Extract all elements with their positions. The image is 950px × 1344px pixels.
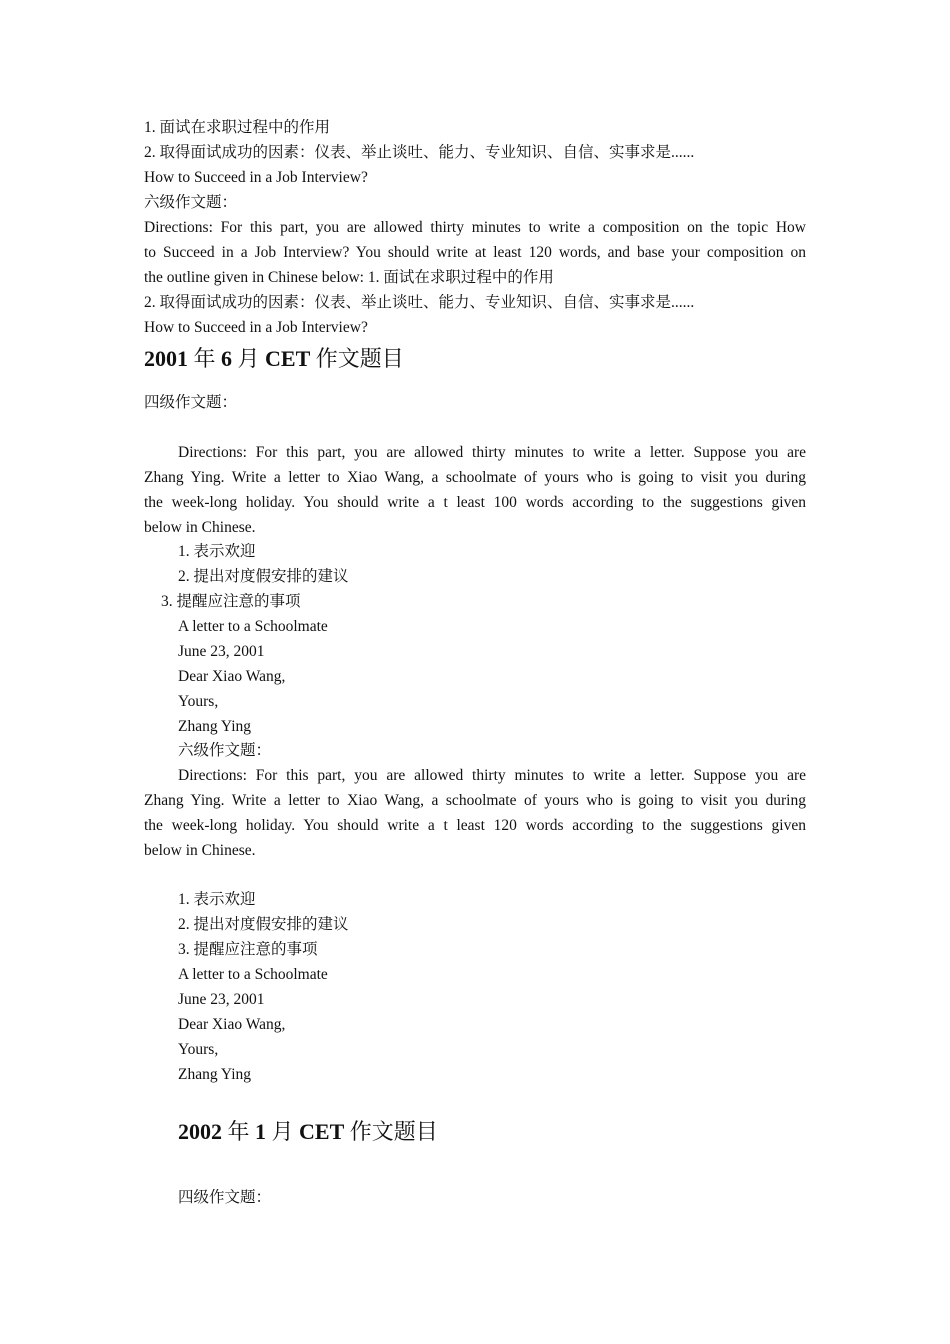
letter-date: June 23, 2001 [178, 991, 265, 1008]
section-heading-2001 [144, 345, 404, 373]
letter-greeting: Dear Xiao Wang, [178, 668, 286, 685]
heading-month: 6 [221, 346, 233, 371]
heading-year: 2001 [144, 346, 188, 371]
outline-item-2: 2. 提出对度假安排的建议 [178, 916, 349, 933]
heading-cet: CET [299, 1119, 345, 1144]
letter-title: A letter to a Schoolmate [178, 966, 328, 983]
heading-month: 1 [255, 1119, 267, 1144]
directions-line: to Succeed in a Job Interview? You should write at least 120 words, and base your composition on [144, 244, 806, 261]
letter-closing: Yours, [178, 693, 219, 710]
letter-signature: Zhang Ying [178, 718, 252, 735]
heading-cet: CET [265, 346, 311, 371]
outline-item-3: 3. 提醒应注意的事项 [178, 941, 318, 958]
directions-line: the week-long holiday. You should write a t least 100 words according to the suggestions given [144, 494, 806, 511]
heading-rest: 作文题目 [344, 1119, 438, 1144]
heading-year: 2002 [178, 1119, 222, 1144]
outline-item-1: 1. 面试在求职过程中的作用 [144, 119, 331, 136]
essay-title: How to Succeed in a Job Interview? [144, 319, 368, 336]
outline-item-2: 2. 取得面试成功的因素：仪表、举止谈吐、能力、专业知识、自信、实事求是...... [144, 294, 695, 311]
directions-line: Directions: For this part, you are allowed thirty minutes to write a letter. Suppose you are [178, 444, 806, 461]
outline-item-3: 3. 提醒应注意的事项 [161, 593, 301, 610]
heading-yue: 月 [232, 346, 266, 371]
outline-item-2: 2. 取得面试成功的因素：仪表、举止谈吐、能力、专业知识、自信、实事求是...... [144, 144, 695, 161]
letter-date: June 23, 2001 [178, 643, 265, 660]
cet6-label: 六级作文题： [144, 194, 238, 211]
directions-line: Directions: For this part, you are allowed thirty minutes to write a letter. Suppose you are [178, 767, 806, 784]
heading-rest: 作文题目 [310, 346, 404, 371]
heading-nian: 年 [222, 1119, 256, 1144]
heading-yue: 月 [266, 1119, 300, 1144]
directions-line: below in Chinese. [144, 519, 256, 536]
cet6-label: 六级作文题： [178, 742, 272, 759]
outline-item-1: 1. 表示欢迎 [178, 891, 256, 908]
cet4-label: 四级作文题： [144, 394, 238, 411]
essay-title: How to Succeed in a Job Interview? [144, 169, 368, 186]
letter-title: A letter to a Schoolmate [178, 618, 328, 635]
letter-signature: Zhang Ying [178, 1066, 252, 1083]
letter-greeting: Dear Xiao Wang, [178, 1016, 286, 1033]
outline-item-2: 2. 提出对度假安排的建议 [178, 568, 349, 585]
directions-line: the week-long holiday. You should write a t least 120 words according to the suggestions given [144, 817, 806, 834]
directions-line: the outline given in Chinese below: 1. 面试在求职过程中的作用 [144, 269, 554, 286]
section-heading-2002 [178, 1118, 438, 1146]
letter-closing: Yours, [178, 1041, 219, 1058]
directions-line: Zhang Ying. Write a letter to Xiao Wang, a schoolmate of yours who is going to visit you during [144, 469, 806, 486]
outline-item-1: 1. 表示欢迎 [178, 543, 256, 560]
heading-nian: 年 [188, 346, 222, 371]
cet4-label: 四级作文题： [178, 1189, 272, 1206]
directions-line: below in Chinese. [144, 842, 256, 859]
directions-line: Zhang Ying. Write a letter to Xiao Wang, a schoolmate of yours who is going to visit you during [144, 792, 806, 809]
directions-line: Directions: For this part, you are allowed thirty minutes to write a composition on the topic How [144, 219, 806, 236]
